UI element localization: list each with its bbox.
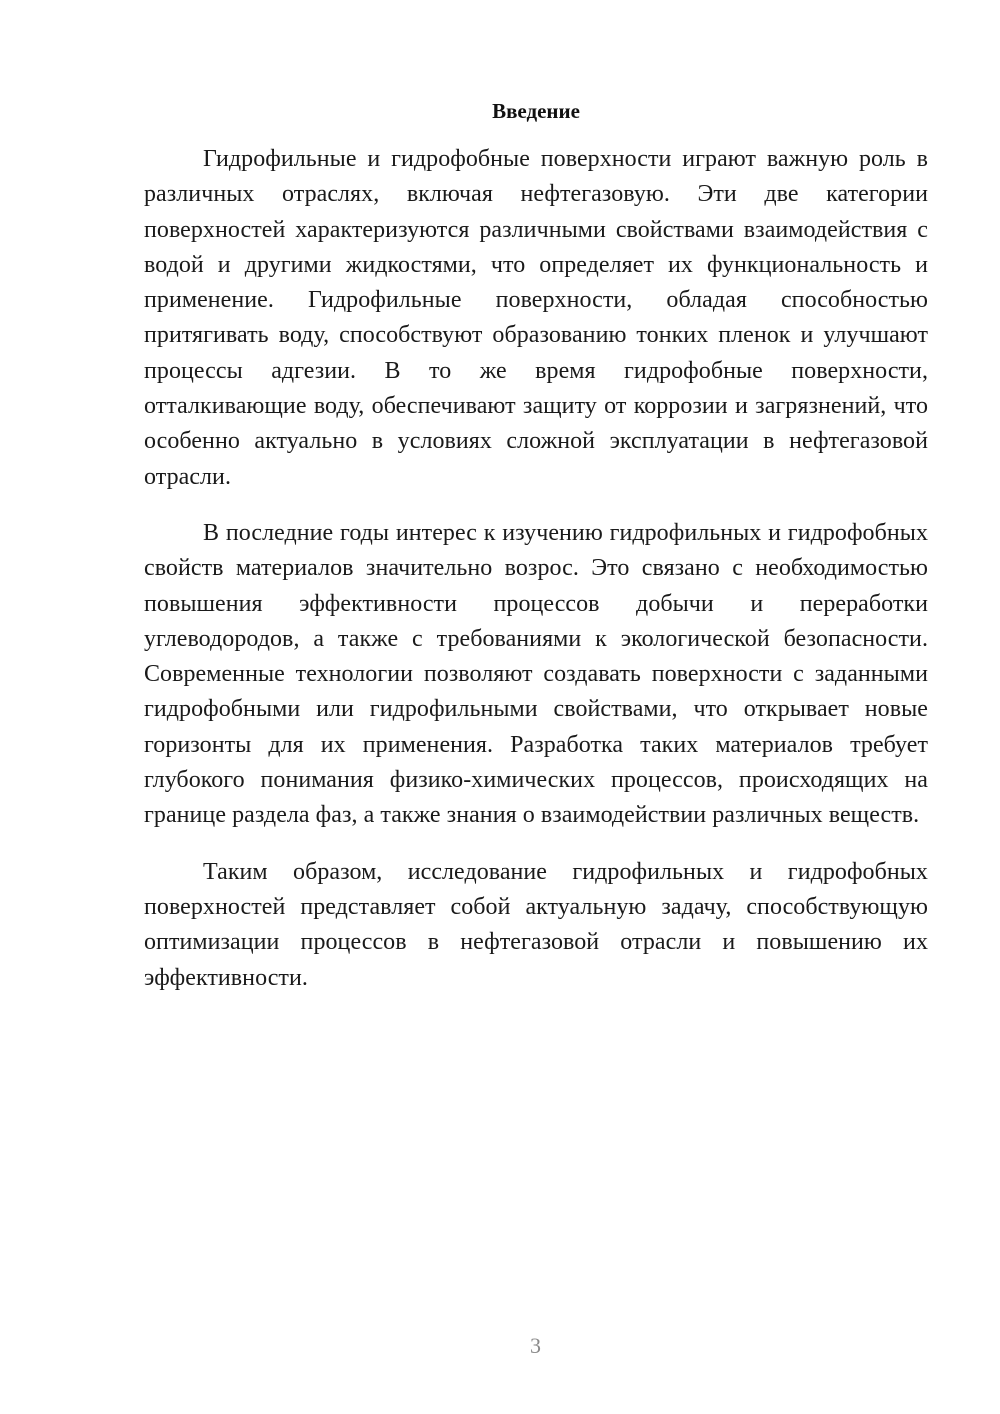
section-heading: Введение bbox=[492, 99, 580, 123]
paragraph-1: Гидрофильные и гидрофобные поверхности играют важную роль в различных отраслях, включая нефтегазовую. Эти две категории поверхностей характеризуются различными свойствами взаимодействия с водой и другими жидкостями, что определяет их функциональность и применение. Гидрофильные поверхности, обладая способностью притягивать воду, способствуют образованию тонких пленок и улучшают процессы адгезии. В то же время гидрофобные поверхности, отталкивающие воду, обеспечивают защиту от коррозии и загрязнений, что особенно актуально в условиях сложной эксплуатации в нефтегазовой отрасли. bbox=[144, 146, 928, 490]
page-content bbox=[144, 96, 928, 996]
paragraph-3: Таким образом, исследование гидрофильных и гидрофобных поверхностей представляет собой актуальную задачу, способствующую оптимизации процессов в нефтегазовой отрасли и повышению их эффективности. bbox=[144, 858, 928, 991]
paragraph-2: В последние годы интерес к изучению гидрофильных и гидрофобных свойств материалов значительно возрос. Это связано с необходимостью повышения эффективности процессов добычи и переработки углеводородов, а также с требованиями к экологической безопасности. Современные технологии позволяют создавать поверхности с заданными гидрофобными или гидрофильными свойствами, что открывает новые горизонты для их применения. Разработка таких материалов требует глубокого понимания физико-химических процессов, происходящих на границе раздела фаз, а также знания о взаимодействии различных веществ. bbox=[144, 519, 928, 829]
page-number: 3 bbox=[530, 1333, 541, 1358]
